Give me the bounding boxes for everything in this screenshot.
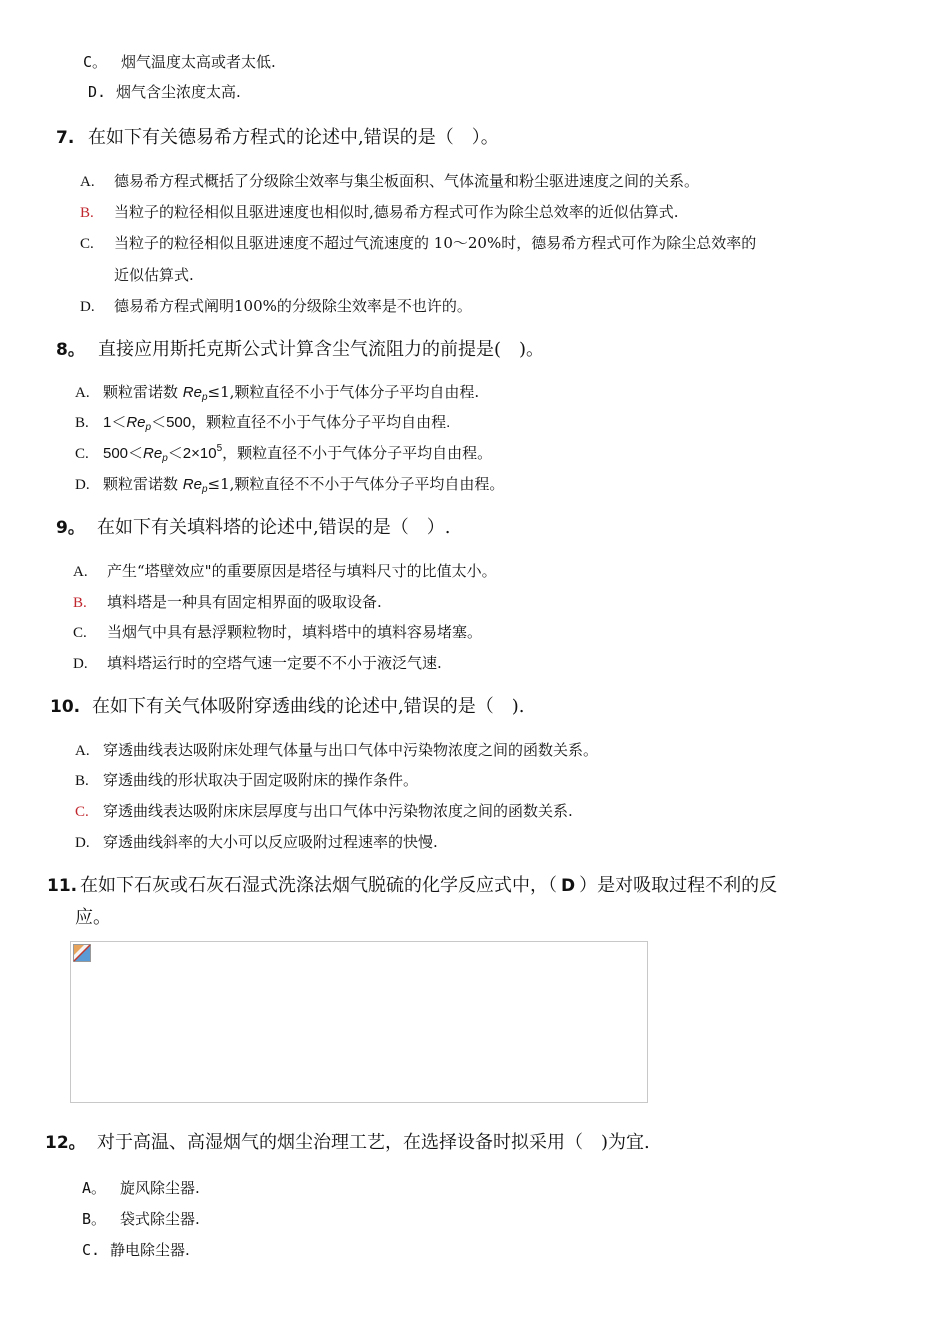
q9-option-d	[73, 653, 442, 674]
q8-option-b	[75, 412, 450, 433]
option-label: D.	[73, 656, 88, 672]
option-text: 烟气含尘浓度太高.	[116, 83, 241, 101]
q9-option-b	[73, 592, 382, 613]
q8-option-d	[75, 474, 504, 495]
question-text: 在如下有关填料塔的论述中,错误的是（ ）.	[97, 517, 451, 538]
option-label: B.	[75, 773, 89, 789]
option-label: A.	[75, 385, 90, 401]
exponent: 5	[216, 443, 223, 454]
question-number: 9。	[56, 518, 85, 538]
q10-option-b	[75, 770, 418, 791]
option-label-highlighted: C.	[75, 804, 89, 820]
option-label-highlighted: B.	[80, 205, 94, 221]
q10-option-c	[75, 801, 573, 822]
option-label: D.	[88, 83, 107, 101]
question-number: 11.	[47, 876, 78, 896]
option-text: 穿透曲线斜率的大小可以反应吸附过程速率的快慢.	[103, 833, 438, 851]
option-label: C。	[83, 53, 108, 71]
option-text-continuation: 近似估算式.	[114, 266, 194, 284]
question-number: 10.	[50, 697, 81, 717]
question-7-stem	[56, 126, 499, 150]
question-text: ）是对吸取过程不利的反	[579, 875, 778, 896]
question-text: 在如下有关气体吸附穿透曲线的论述中,错误的是（ ).	[92, 696, 525, 717]
option-label: C.	[82, 1241, 101, 1259]
question-11-stem	[47, 874, 777, 898]
question-text: 在如下有关德易希方程式的论述中,错误的是（ ）。	[88, 127, 499, 148]
q10-option-d	[75, 832, 438, 853]
reynolds-symbol: $Re_p$	[182, 384, 208, 403]
option-label: A.	[73, 564, 88, 580]
q10-option-a	[75, 740, 598, 761]
option-text: 静电除尘器.	[110, 1241, 190, 1259]
option-label-highlighted: B.	[73, 595, 87, 611]
option-text: 烟气温度太高或者太低.	[121, 53, 276, 71]
question-8-stem	[56, 338, 544, 362]
option-text: 穿透曲线的形状取决于固定吸附床的操作条件。	[103, 771, 419, 789]
option-text: 穿透曲线表达吸附床处理气体量与出口气体中污染物浓度之间的函数关系。	[103, 741, 599, 759]
q9-option-c	[73, 622, 482, 643]
q7-option-c	[80, 233, 756, 254]
option-label: A.	[75, 743, 90, 759]
option-label: B。	[82, 1210, 107, 1228]
reynolds-symbol: $Re_p$	[182, 476, 208, 495]
option-label: D.	[75, 477, 90, 493]
option-text: ≤1,颗粒直径不不小于气体分子平均自由程。	[207, 475, 505, 493]
option-text: 颗粒雷诺数	[103, 383, 183, 401]
option-text: 德易希方程式概括了分级除尘效率与集尘板面积、气体流量和粉尘驱进速度之间的关系。	[114, 172, 700, 190]
option-text: 500＜	[103, 445, 144, 462]
option-text: ，颗粒直径不小于气体分子平均自由程。	[222, 444, 493, 462]
option-label: D.	[75, 835, 90, 851]
question-number: 7.	[56, 128, 75, 148]
q9-option-a	[73, 561, 497, 582]
option-text: 德易希方程式阐明100%的分级除尘效率是不也许的。	[114, 297, 472, 315]
image-placeholder	[70, 941, 648, 1103]
q12-option-a	[82, 1178, 200, 1198]
option-text: 填料塔是一种具有固定相界面的吸取设备.	[107, 593, 382, 611]
reynolds-symbol: $Re_p$	[143, 445, 168, 464]
answer-letter: D	[561, 876, 576, 896]
reynolds-symbol: $Re_p$	[126, 414, 152, 433]
option-d	[88, 82, 241, 102]
question-10-stem	[50, 695, 524, 719]
option-text: ＜500，颗粒直径不小于气体分子平均自由程.	[151, 414, 451, 431]
q7-option-a	[80, 171, 699, 192]
question-text-continuation: 应。	[75, 907, 111, 928]
option-text: 旋风除尘器.	[120, 1179, 200, 1197]
option-text: ≤1,颗粒直径不小于气体分子平均自由程.	[207, 383, 480, 401]
option-c	[83, 52, 276, 72]
question-text: 对于高温、高湿烟气的烟尘治理工艺，在选择设备时拟采用（ )为宜.	[97, 1132, 650, 1153]
option-label: A.	[80, 174, 95, 190]
q12-option-b	[82, 1209, 200, 1229]
question-11-stem-continuation	[75, 906, 111, 930]
option-text: 颗粒雷诺数	[103, 475, 183, 493]
option-text: 填料塔运行时的空塔气速一定要不不小于液泛气速.	[107, 654, 442, 672]
option-text: 产生“塔壁效应"的重要原因是塔径与填料尺寸的比值太小。	[107, 562, 497, 580]
question-12-stem	[45, 1131, 650, 1155]
broken-image-icon	[73, 944, 91, 962]
question-text: 在如下石灰或石灰石湿式洗涤法烟气脱硫的化学反应式中，（	[80, 875, 557, 896]
option-text: 穿透曲线表达吸附床床层厚度与出口气体中污染物浓度之间的函数关系.	[103, 802, 573, 820]
option-text: ＜2×10	[167, 445, 217, 462]
option-label: B.	[75, 415, 89, 431]
question-9-stem	[56, 516, 450, 540]
q7-option-c-continuation	[114, 265, 194, 285]
option-label: C.	[80, 236, 94, 252]
question-number: 12。	[45, 1133, 86, 1153]
option-label: C.	[75, 446, 89, 462]
option-text: 1＜	[103, 414, 127, 431]
q7-option-b	[80, 202, 679, 223]
option-text: 当粒子的粒径相似且驱进速度不超过气流速度的 10～20%时，德易希方程式可作为除尘总效率的	[114, 234, 757, 252]
option-text: 袋式除尘器.	[120, 1210, 200, 1228]
option-label: A。	[82, 1179, 107, 1197]
q8-option-a	[75, 382, 479, 403]
option-text: 当粒子的粒径相似且驱进速度也相似时,德易希方程式可作为除尘总效率的近似估算式.	[114, 203, 679, 221]
q8-option-c	[75, 443, 492, 464]
option-label: D.	[80, 299, 95, 315]
q12-option-c	[82, 1240, 190, 1260]
question-number: 8。	[56, 340, 85, 360]
option-label: C.	[73, 625, 87, 641]
question-text: 直接应用斯托克斯公式计算含尘气流阻力的前提是( )。	[98, 339, 545, 360]
option-text: 当烟气中具有悬浮颗粒物时，填料塔中的填料容易堵塞。	[107, 623, 483, 641]
q7-option-d	[80, 296, 472, 317]
